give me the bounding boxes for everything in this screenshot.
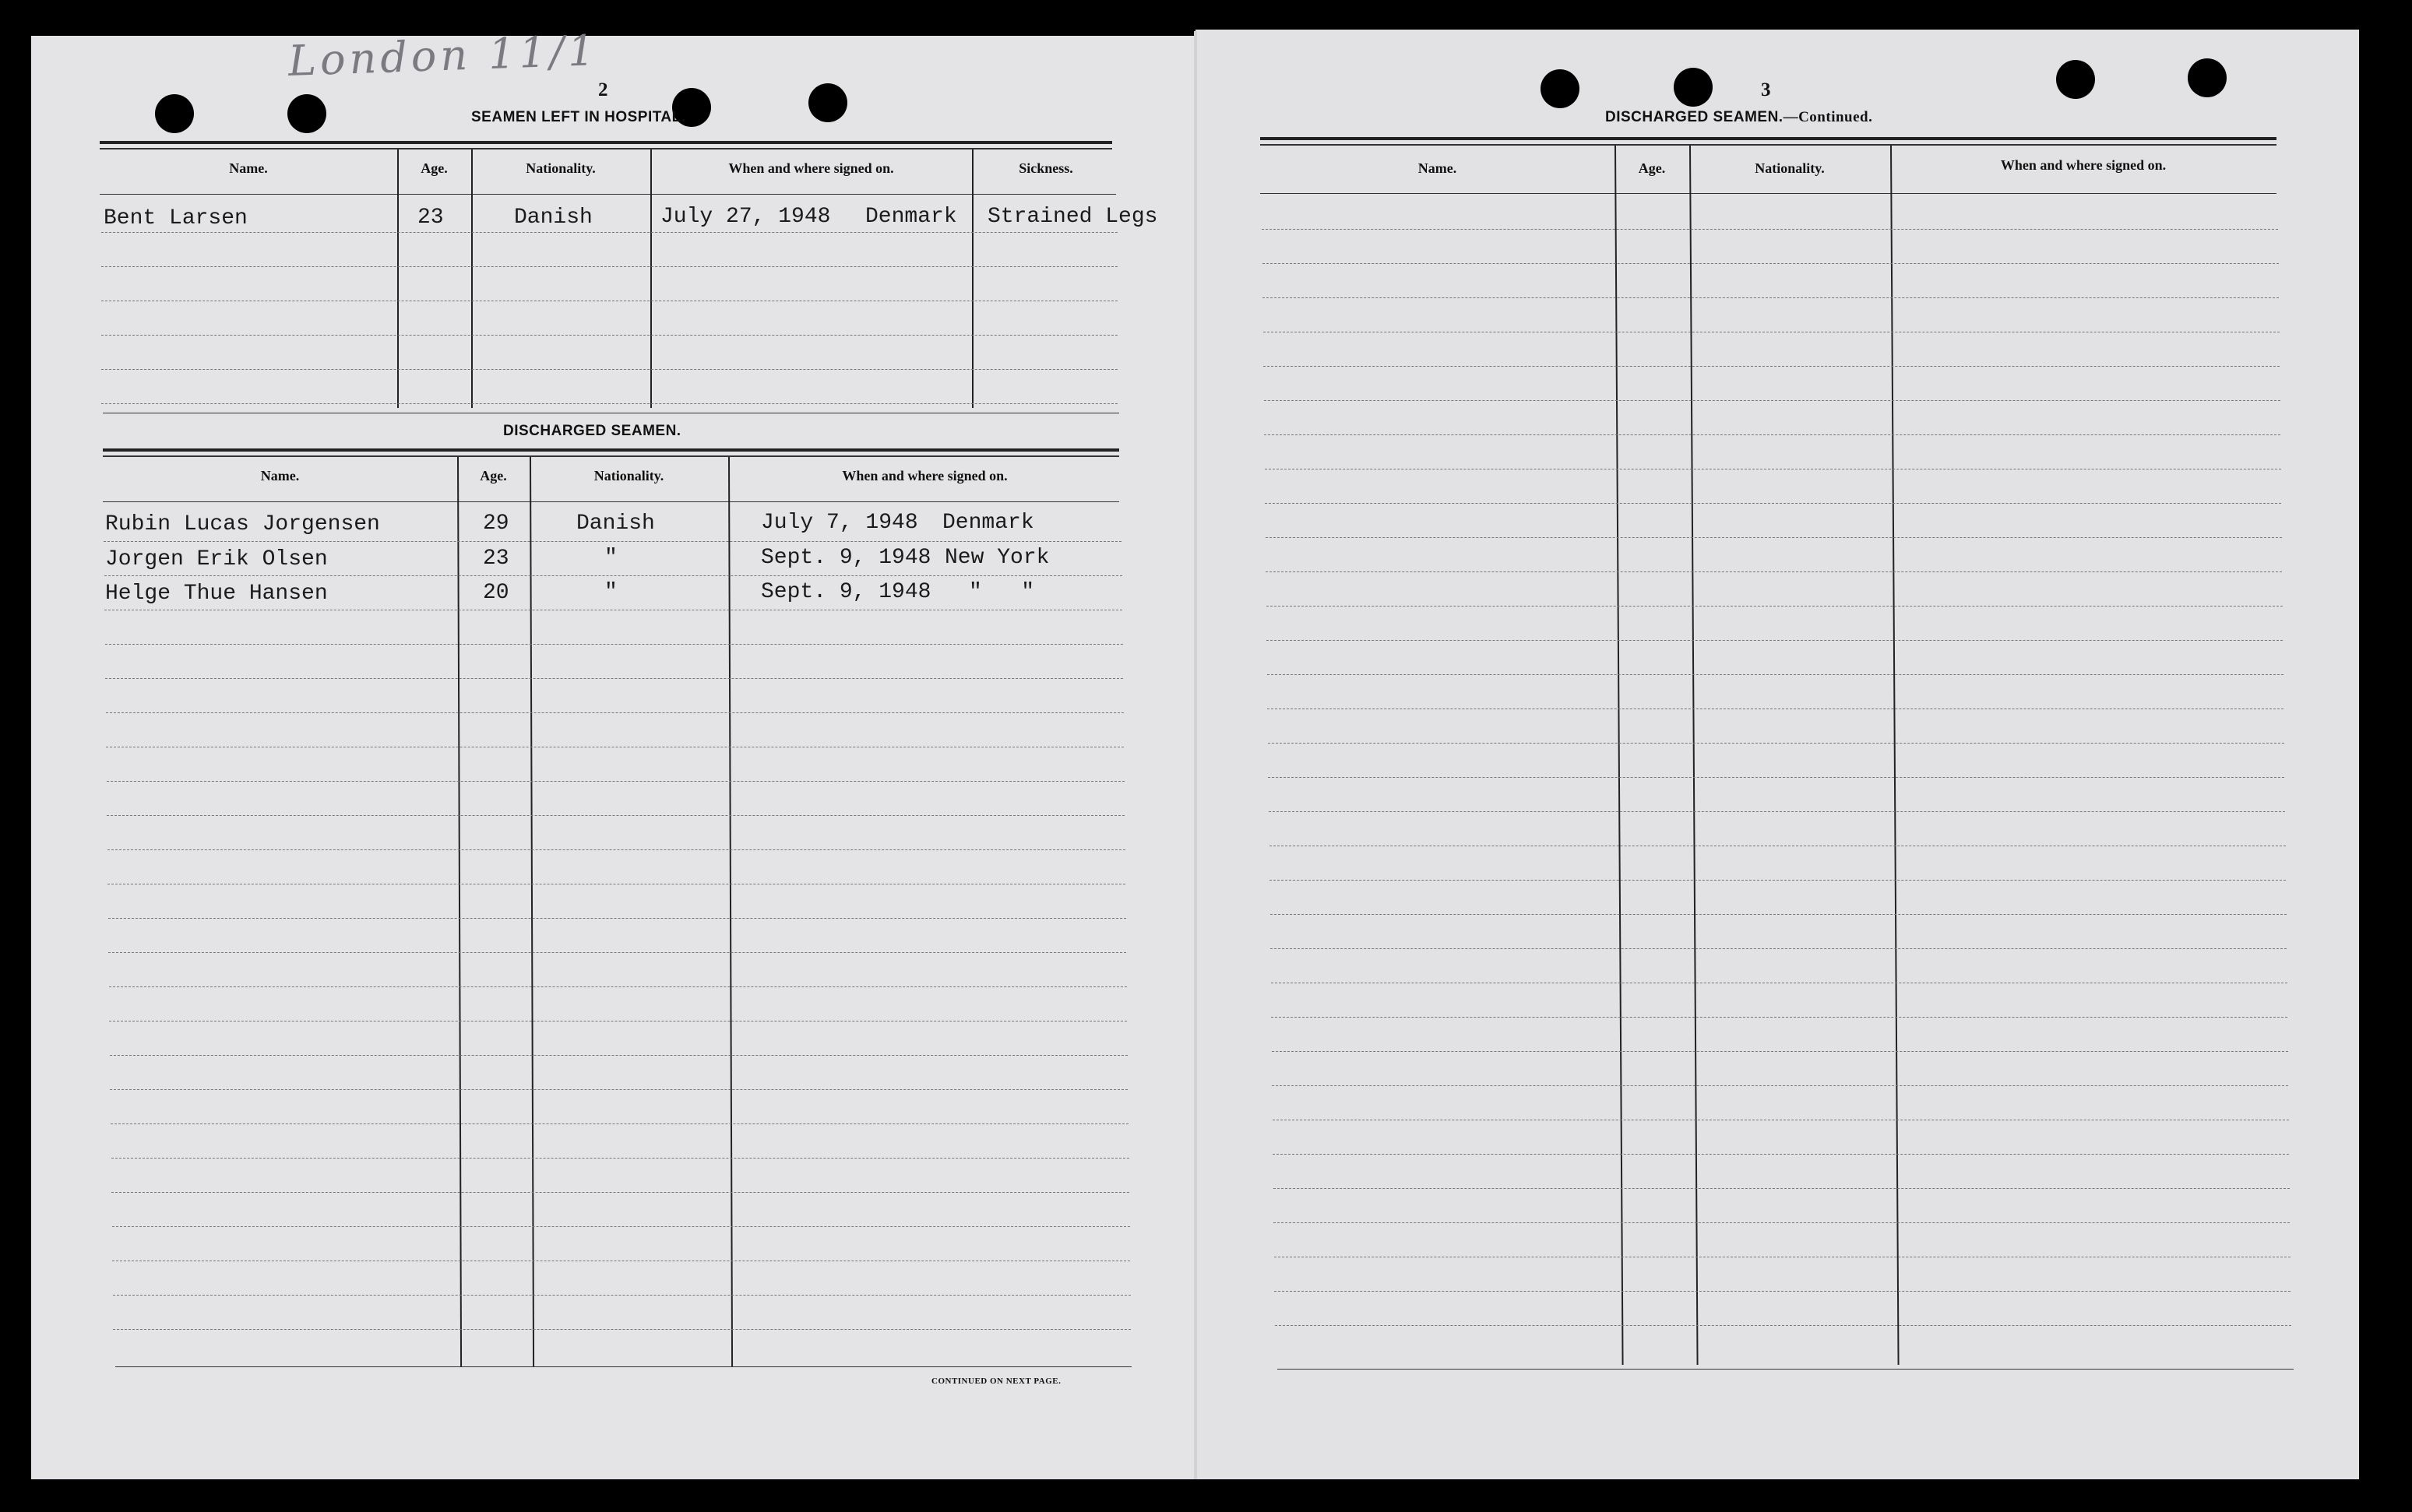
discharged-row-line xyxy=(111,1158,1129,1159)
discharged-row-signed-place: Denmark xyxy=(942,511,1034,535)
discharged-top-rule-2 xyxy=(103,455,1119,457)
discharged-header-rule xyxy=(103,501,1119,502)
left-page xyxy=(31,36,1227,1479)
hospital-col-age: Age. xyxy=(421,160,448,176)
right-row-line xyxy=(1262,263,2279,264)
right-row-line xyxy=(1264,434,2280,435)
right-row-line xyxy=(1273,1222,2290,1223)
right-row-line xyxy=(1273,1188,2290,1189)
discharged-bottom-rule xyxy=(115,1366,1132,1367)
discharged-row-name: Rubin Lucas Jorgensen xyxy=(105,512,380,536)
discharged-row-line xyxy=(113,1295,1131,1296)
discharged-section-title: DISCHARGED SEAMEN. xyxy=(503,423,681,439)
right-row-line xyxy=(1263,366,2280,367)
right-row-line xyxy=(1262,229,2278,230)
right-row-line xyxy=(1269,811,2285,812)
discharged-row-line xyxy=(110,1055,1128,1056)
right-row-line xyxy=(1266,537,2282,538)
discharged-row-nationality: " xyxy=(604,546,618,570)
discharged-col-age: Age. xyxy=(480,468,507,483)
discharged-row-age: 20 xyxy=(483,581,509,605)
discharged-row-line xyxy=(104,541,1121,542)
hospital-row-line xyxy=(101,232,1118,233)
right-row-line xyxy=(1267,674,2283,675)
discharged-row-line xyxy=(110,1089,1128,1090)
hospital-row-line xyxy=(101,266,1118,267)
right-row-line xyxy=(1272,1051,2288,1052)
right-col-age: Age. xyxy=(1638,160,1666,176)
discharged-row-line xyxy=(107,815,1125,816)
right-row-line xyxy=(1270,914,2287,915)
page-number-left: 2 xyxy=(598,79,608,100)
continued-note: CONTINUED ON NEXT PAGE. xyxy=(931,1377,1062,1386)
discharged-row-signed-place: " " xyxy=(969,580,1035,604)
punch-hole-icon xyxy=(2056,60,2095,99)
right-section-title-suffix: —Continued. xyxy=(1783,109,1873,125)
hospital-top-rule xyxy=(100,141,1112,144)
right-col-signed-on: When and where signed on. xyxy=(2000,157,2167,173)
right-col-name: Name. xyxy=(1417,160,1457,176)
hospital-row-sickness: Strained Legs xyxy=(988,205,1158,229)
punch-hole-icon xyxy=(2188,58,2227,97)
discharged-row-line xyxy=(108,952,1126,953)
right-row-line xyxy=(1274,1291,2291,1292)
discharged-row-line xyxy=(107,781,1125,782)
page-number-right: 3 xyxy=(1761,79,1771,100)
discharged-col-name: Name. xyxy=(260,468,300,483)
right-row-line xyxy=(1268,777,2284,778)
right-section-title-text: DISCHARGED SEAMEN. xyxy=(1605,109,1783,125)
discharged-row-signed-place: New York xyxy=(945,546,1050,570)
right-row-line xyxy=(1271,1017,2287,1018)
hospital-header-rule xyxy=(100,194,1116,195)
discharged-top-rule xyxy=(103,448,1119,452)
right-row-line xyxy=(1273,1154,2289,1155)
hospital-top-rule-2 xyxy=(100,148,1112,149)
discharged-row-line xyxy=(113,1329,1131,1330)
right-page xyxy=(1195,30,2359,1479)
discharged-row-signed-date: Sept. 9, 1948 xyxy=(761,546,931,570)
right-col-nationality: Nationality. xyxy=(1755,160,1825,176)
hospital-row-signed-date: July 27, 1948 xyxy=(660,205,831,229)
right-row-line xyxy=(1270,948,2287,949)
discharged-row-nationality: " xyxy=(604,580,618,604)
right-top-rule xyxy=(1260,137,2276,140)
right-top-rule-2 xyxy=(1260,144,2276,146)
hospital-col-sickness: Sickness. xyxy=(1019,160,1073,176)
punch-hole-icon xyxy=(155,94,194,133)
punch-hole-icon xyxy=(1541,69,1579,108)
discharged-row-line xyxy=(104,575,1122,576)
hospital-section-title: SEAMEN LEFT IN HOSPITAL. xyxy=(471,109,686,125)
discharged-row-line xyxy=(111,1192,1129,1193)
right-row-line xyxy=(1264,400,2280,401)
discharged-row-age: 29 xyxy=(483,512,509,536)
right-row-line xyxy=(1266,640,2283,641)
discharged-row-line xyxy=(111,1123,1129,1124)
right-row-line xyxy=(1262,297,2279,298)
hospital-row-nationality: Danish xyxy=(514,206,593,230)
discharged-row-line xyxy=(106,712,1124,713)
discharged-row-line xyxy=(109,986,1127,987)
discharged-row-name: Helge Thue Hansen xyxy=(105,582,328,606)
discharged-row-signed-date: July 7, 1948 xyxy=(761,511,918,535)
punch-hole-icon xyxy=(808,83,847,122)
discharged-row-name: Jorgen Erik Olsen xyxy=(105,547,328,571)
right-section-title xyxy=(1605,109,1872,126)
hospital-row-age: 23 xyxy=(417,206,444,230)
hospital-col-signed-on: When and where signed on. xyxy=(728,160,894,176)
discharged-row-line xyxy=(107,849,1125,850)
discharged-row-line xyxy=(105,678,1123,679)
hospital-row-signed-place: Denmark xyxy=(865,205,957,229)
right-row-line xyxy=(1272,1085,2288,1086)
right-header-rule xyxy=(1260,193,2276,194)
discharged-row-line xyxy=(108,918,1126,919)
discharged-col-signed-on: When and where signed on. xyxy=(842,468,1008,483)
discharged-row-line xyxy=(112,1226,1130,1227)
discharged-row-age: 23 xyxy=(483,547,509,571)
right-bottom-rule xyxy=(1277,1369,2294,1370)
right-row-line xyxy=(1275,1325,2291,1326)
hospital-row-line xyxy=(101,369,1118,370)
hospital-col-nationality: Nationality. xyxy=(526,160,596,176)
punch-hole-icon xyxy=(287,94,326,133)
hospital-row-line xyxy=(101,403,1118,404)
page-fold xyxy=(1194,31,1197,1479)
hospital-row-name: Bent Larsen xyxy=(104,206,248,230)
discharged-row-signed-date: Sept. 9, 1948 xyxy=(761,580,931,604)
right-row-line xyxy=(1269,880,2286,881)
right-row-line xyxy=(1266,606,2283,607)
discharged-row-line xyxy=(105,644,1123,645)
discharged-col-nationality: Nationality. xyxy=(593,468,664,483)
hospital-row-line xyxy=(101,335,1118,336)
right-row-line xyxy=(1268,743,2284,744)
right-row-line xyxy=(1266,571,2282,572)
discharged-row-nationality: Danish xyxy=(576,512,655,536)
punch-hole-icon xyxy=(1674,68,1713,107)
handwritten-annotation: London 11/1 xyxy=(287,26,600,86)
right-row-line xyxy=(1265,503,2281,504)
hospital-col-name: Name. xyxy=(229,160,268,176)
